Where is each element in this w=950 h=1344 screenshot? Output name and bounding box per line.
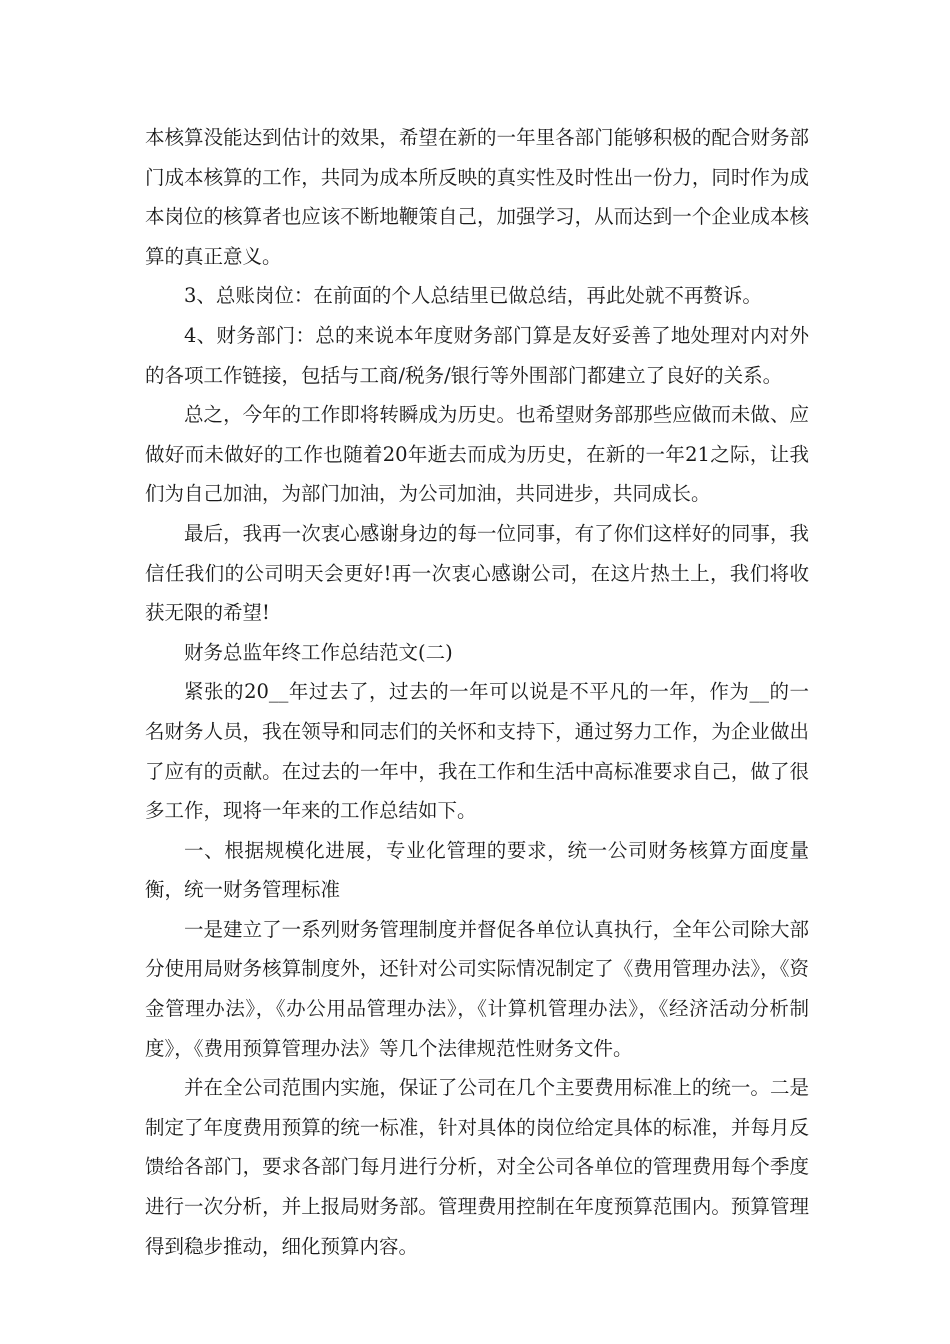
paragraph-intro-year-review: 紧张的20__年过去了，过去的一年可以说是不平凡的一年，作为__的一名财务人员，我在领导和同志们的关怀和支持下，通过努力工作，为企业做出了应有的贡献。在过去的一年中，我在工作和生活中高标准要求自己，做了很多工作，现将一年来的工作总结如下。 [145, 680, 809, 823]
paragraph-thanks: 最后，我再一次衷心感谢身边的每一位同事，有了你们这样好的同事，我信任我们的公司明天会更好!再一次衷心感谢公司，在这片热土上，我们将收获无限的希望! [145, 521, 809, 625]
paragraph-management-system: 一是建立了一系列财务管理制度并督促各单位认真执行，全年公司除大部分使用局财务核算制度外，还针对公司实际情况制定了《费用管理办法》，《资金管理办法》，《办公用品管理办法》，《计算机管理办法》，《经济活动分析制度》，《费用预算管理办法》等几个法律规范性财务文件。 [145, 917, 809, 1060]
paragraph-point-one-heading: 一、根据规模化进展，专业化管理的要求，统一公司财务核算方面度量衡，统一财务管理标准 [145, 838, 809, 902]
paragraph-budget-standard: 并在全公司范围内实施，保证了公司在几个主要费用标准上的统一。二是制定了年度费用预算的统一标准，针对具体的岗位给定具体的标准，并每月反馈给各部门，要求各部门每月进行分析，对全公司各单位的管理费用每个季度进行一次分析，并上报局财务部。管理费用控制在年度预算范围内。预算管理得到稳步推动，细化预算内容。 [145, 1076, 809, 1258]
paragraph-finance-department: 4、财务部门：总的来说本年度财务部门算是友好妥善了地处理对内对外的各项工作链接，包括与工商/税务/银行等外围部门都建立了良好的关系。 [145, 323, 809, 387]
section-heading-sample-two: 财务总监年终工作总结范文(二) [184, 640, 453, 664]
paragraph-general-ledger-post: 3、总账岗位：在前面的个人总结里已做总结，再此处就不再赘诉。 [184, 284, 762, 308]
paragraph-cost-accounting-continued: 本核算没能达到估计的效果，希望在新的一年里各部门能够积极的配合财务部门成本核算的工作，共同为成本所反映的真实性及时性出一份力，同时作为成本岗位的核算者也应该不断地鞭策自己，加强学习，从而达到一个企业成本核算的真正意义。 [145, 126, 809, 268]
document-body [145, 118, 809, 1266]
paragraph-summary: 总之，今年的工作即将转瞬成为历史。也希望财务部那些应做而未做、应做好而未做好的工作也随着20年逝去而成为历史，在新的一年21之际，让我们为自己加油，为部门加油，为公司加油，共同进步，共同成长。 [145, 403, 809, 506]
